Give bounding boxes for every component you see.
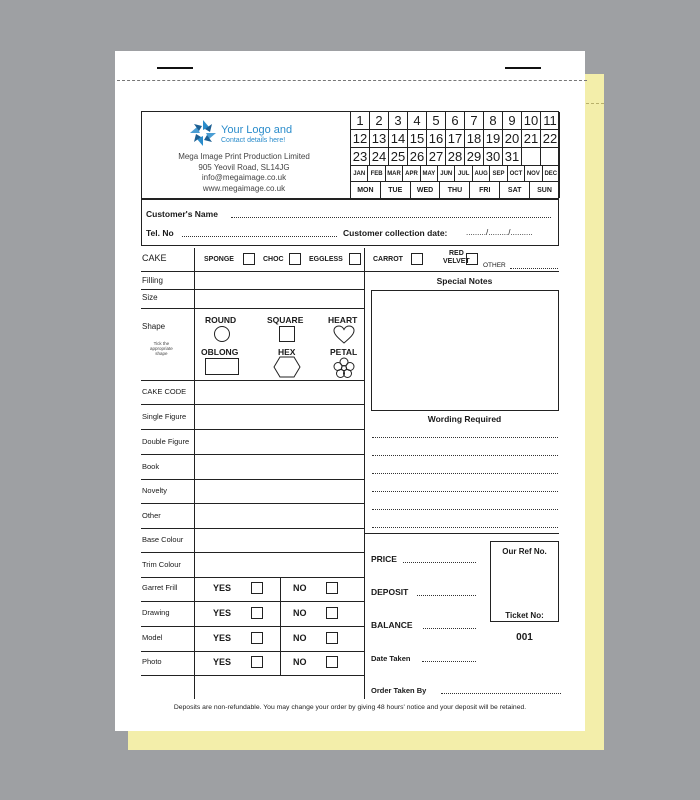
oblong-label: OBLONG	[201, 347, 239, 357]
yes-label: YES	[213, 657, 232, 667]
detail-row-input[interactable]	[196, 530, 362, 550]
square-shape-icon[interactable]	[279, 326, 295, 342]
option-row-label: Drawing	[142, 608, 170, 617]
carrot-checkbox[interactable]	[411, 253, 423, 265]
no-checkbox[interactable]	[326, 632, 338, 644]
detail-row-input[interactable]	[196, 407, 362, 427]
shape-hint	[150, 341, 173, 356]
calendar-day-cell[interactable]	[541, 148, 560, 166]
option-row-separator	[280, 602, 281, 626]
no-label: NO	[293, 633, 307, 643]
calendar-day-cell[interactable]: 21	[522, 130, 541, 148]
detail-row-input[interactable]	[196, 457, 362, 477]
calendar-month-cell[interactable]: JAN	[351, 166, 368, 181]
footer-note: Deposits are non-refundable. You may change your order by giving 48 hours' notice and your deposit will be retained.	[173, 704, 527, 711]
customer-name-label: Customer's Name	[146, 209, 218, 219]
detail-row-label: Base Colour	[142, 535, 184, 544]
yes-label: YES	[213, 608, 232, 618]
calendar-day-cell[interactable]: 24	[370, 148, 389, 166]
detail-row-divider	[141, 404, 365, 405]
option-row-separator	[280, 577, 281, 601]
special-notes-label: Special Notes	[436, 276, 493, 286]
calendar-day-cell[interactable]: 17	[446, 130, 465, 148]
binding-mark-right	[505, 67, 541, 69]
no-checkbox[interactable]	[326, 582, 338, 594]
calendar-day-cell[interactable]: 9	[503, 112, 522, 130]
cake-row-divider	[141, 271, 559, 272]
calendar-day-cell[interactable]: 16	[427, 130, 446, 148]
red-velvet-line2: VELVET	[443, 258, 470, 265]
ticket-label: Ticket No:	[505, 611, 544, 620]
logo-title: Your Logo and	[221, 124, 293, 136]
ref-label: Our Ref No.	[502, 547, 547, 556]
logo-mark-icon	[188, 118, 218, 148]
calendar-day-cell[interactable]: 11	[541, 112, 560, 130]
detail-row-label: Novelty	[142, 486, 168, 495]
detail-row-divider	[141, 528, 365, 529]
calendar-weekday-cell[interactable]: FRI	[470, 182, 500, 198]
calendar-day-cell[interactable]: 4	[408, 112, 427, 130]
eggless-checkbox[interactable]	[349, 253, 361, 265]
tear-perforation	[117, 80, 587, 81]
company-website: www.megaimage.co.uk	[202, 183, 286, 193]
detail-row-label: Book	[142, 462, 160, 471]
calendar-month-cell[interactable]: JUN	[438, 166, 455, 181]
center-divider	[364, 248, 365, 699]
balance-label: BALANCE	[371, 620, 413, 630]
company-address: 905 Yeovil Road, SL14JG	[198, 162, 290, 172]
calendar-month-cell[interactable]: DEC	[543, 166, 560, 181]
choc-label: CHOC	[263, 256, 284, 263]
calendar-day-cell[interactable]: 20	[503, 130, 522, 148]
company-email: info@megaimage.co.uk	[201, 173, 287, 182]
calendar-day-cell[interactable]: 31	[503, 148, 522, 166]
no-label: NO	[293, 608, 307, 618]
no-label: NO	[293, 657, 307, 667]
yes-checkbox[interactable]	[251, 632, 263, 644]
yes-label: YES	[213, 583, 232, 593]
round-shape-icon[interactable]	[214, 326, 230, 342]
shape-hint-line2: appropriate	[150, 346, 173, 351]
cake-label: CAKE	[142, 253, 167, 263]
wording-line[interactable]	[372, 437, 558, 438]
filling-label: Filling	[142, 276, 163, 285]
calendar-day-cell[interactable]: 29	[465, 148, 484, 166]
round-label: ROUND	[205, 315, 237, 325]
calendar-day-cell[interactable]: 30	[484, 148, 503, 166]
calendar-weekday-cell[interactable]: MON	[351, 182, 381, 198]
wording-line[interactable]	[372, 491, 558, 492]
yes-checkbox[interactable]	[251, 582, 263, 594]
date-taken-line[interactable]	[422, 661, 476, 662]
calendar-day-cell[interactable]: 28	[446, 148, 465, 166]
detail-row-divider	[141, 479, 365, 480]
detail-row-label: Double Figure	[142, 437, 190, 446]
calendar-day-cell[interactable]: 15	[408, 130, 427, 148]
wording-line[interactable]	[372, 473, 558, 474]
yes-checkbox[interactable]	[251, 607, 263, 619]
detail-row-input[interactable]	[196, 432, 362, 452]
calendar-day-cell[interactable]: 23	[351, 148, 370, 166]
calendar-day-cell[interactable]: 8	[484, 112, 503, 130]
company-name: Mega Image Print Production Limited	[178, 152, 310, 161]
option-row-label: Photo	[142, 657, 162, 666]
other-line[interactable]	[510, 268, 558, 269]
detail-row-label: CAKE CODE	[142, 387, 187, 396]
filling-divider	[141, 289, 365, 290]
other-label: OTHER	[483, 262, 506, 269]
calendar-month-cell[interactable]: FEB	[368, 166, 385, 181]
choc-checkbox[interactable]	[289, 253, 301, 265]
shape-hint-line3: shape	[155, 351, 168, 356]
calendar-weekday-cell[interactable]: WED	[411, 182, 441, 198]
yes-label: YES	[213, 633, 232, 643]
tel-label: Tel. No	[146, 228, 174, 238]
calendar-month-cell[interactable]: MAR	[386, 166, 403, 181]
calendar-month-cell[interactable]: MAY	[421, 166, 438, 181]
logo-subtitle: Contact details here!	[221, 137, 286, 144]
calendar-weekday-cell[interactable]: THU	[441, 182, 471, 198]
detail-row-divider	[141, 552, 365, 553]
calendar-day-cell[interactable]: 6	[446, 112, 465, 130]
calendar-day-cell[interactable]: 27	[427, 148, 446, 166]
size-divider	[141, 308, 365, 309]
calendar-day-cell[interactable]: 22	[541, 130, 560, 148]
detail-row-divider	[141, 577, 365, 578]
shape-hint-line1: Tick the	[153, 341, 170, 346]
square-label: SQUARE	[267, 315, 304, 325]
order-taken-by-label: Order Taken By	[371, 686, 427, 695]
calendar-day-cell[interactable]: 7	[465, 112, 484, 130]
calendar-month-cell[interactable]: NOV	[525, 166, 542, 181]
calendar-month-cell[interactable]: SEP	[490, 166, 507, 181]
calendar-month-cell[interactable]: AUG	[473, 166, 490, 181]
balance-line[interactable]	[423, 628, 476, 629]
customer-box	[141, 199, 559, 246]
order-taken-by-line[interactable]	[441, 693, 561, 694]
calendar-month-cell[interactable]: APR	[403, 166, 420, 181]
shape-divider	[141, 380, 365, 381]
red-velvet-line1: RED	[448, 250, 464, 257]
detail-row-divider	[141, 429, 365, 430]
calendar-day-cell[interactable]: 13	[370, 130, 389, 148]
calendar-month-cell[interactable]: OCT	[508, 166, 525, 181]
tel-line[interactable]	[182, 236, 337, 237]
special-notes-box[interactable]	[371, 290, 559, 411]
customer-name-line[interactable]	[231, 217, 551, 218]
calendar-day-cell[interactable]: 18	[465, 130, 484, 148]
no-checkbox[interactable]	[326, 656, 338, 668]
deposit-line[interactable]	[417, 595, 476, 596]
collection-date-slots[interactable]: ........./........./..........	[466, 228, 533, 237]
option-row-label: Model	[142, 633, 163, 642]
detail-row-input[interactable]	[196, 506, 362, 526]
calendar-day-cell[interactable]: 12	[351, 130, 370, 148]
wording-bottom-divider	[365, 533, 559, 534]
option-row-divider	[141, 601, 365, 602]
calendar-day-cell[interactable]: 26	[408, 148, 427, 166]
deposit-label: DEPOSIT	[371, 587, 409, 597]
detail-row-label: Other	[142, 511, 161, 520]
eggless-label: EGGLESS	[309, 256, 343, 263]
calendar-day-cell[interactable]: 14	[389, 130, 408, 148]
wording-required-label: Wording Required	[427, 414, 502, 424]
wording-line[interactable]	[372, 527, 558, 528]
calendar-day-cell[interactable]: 1	[351, 112, 370, 130]
heart-label: HEART	[328, 315, 358, 325]
date-taken-label: Date Taken	[371, 654, 411, 663]
sponge-checkbox[interactable]	[243, 253, 255, 265]
wording-line[interactable]	[372, 455, 558, 456]
option-row-label: Garret Frill	[142, 583, 178, 592]
no-label: NO	[293, 583, 307, 593]
shape-label: Shape	[142, 322, 166, 331]
ticket-number: 001	[516, 632, 533, 643]
calendar-day-cell[interactable]	[522, 148, 541, 166]
calendar-day-cell[interactable]: 2	[370, 112, 389, 130]
red-velvet-checkbox[interactable]	[466, 253, 478, 265]
calendar-weekday-cell[interactable]: SUN	[530, 182, 560, 198]
copy-perforation	[586, 103, 604, 104]
date-calendar-grid	[350, 112, 559, 198]
calendar-month-cell[interactable]: JUL	[456, 166, 473, 181]
calendar-day-cell[interactable]: 3	[389, 112, 408, 130]
detail-row-label: Single Figure	[142, 412, 187, 421]
petal-label: PETAL	[330, 347, 358, 357]
binding-mark-left	[157, 67, 193, 69]
calendar-weekday-cell[interactable]: SAT	[500, 182, 530, 198]
detail-row-divider	[141, 454, 365, 455]
wording-line[interactable]	[372, 509, 558, 510]
calendar-weekday-cell[interactable]: TUE	[381, 182, 411, 198]
price-label: PRICE	[371, 554, 397, 564]
calendar-day-cell[interactable]: 25	[389, 148, 408, 166]
yes-checkbox[interactable]	[251, 656, 263, 668]
size-label: Size	[142, 293, 158, 302]
sponge-label: SPONGE	[204, 256, 234, 263]
calendar-day-cell[interactable]: 10	[522, 112, 541, 130]
calendar-day-cell[interactable]: 5	[427, 112, 446, 130]
detail-row-label: Trim Colour	[142, 560, 181, 569]
option-row-divider	[141, 626, 365, 627]
detail-row-input[interactable]	[196, 481, 362, 501]
detail-row-input[interactable]	[196, 382, 362, 402]
oblong-shape-icon[interactable]	[205, 358, 239, 375]
price-line[interactable]	[403, 562, 476, 563]
hex-shape-icon[interactable]	[273, 356, 301, 383]
detail-row-input[interactable]	[196, 555, 362, 575]
option-row-separator	[280, 651, 281, 675]
carrot-label: CARROT	[373, 256, 403, 263]
option-row-separator	[280, 627, 281, 651]
option-row-divider	[141, 651, 365, 652]
no-checkbox[interactable]	[326, 607, 338, 619]
collection-date-label: Customer collection date:	[343, 228, 448, 238]
calendar-day-cell[interactable]: 19	[484, 130, 503, 148]
company-details	[142, 152, 346, 194]
left-column-divider	[194, 248, 195, 699]
detail-row-divider	[141, 503, 365, 504]
hex-label: HEX	[278, 347, 296, 357]
option-row-divider	[141, 675, 365, 676]
